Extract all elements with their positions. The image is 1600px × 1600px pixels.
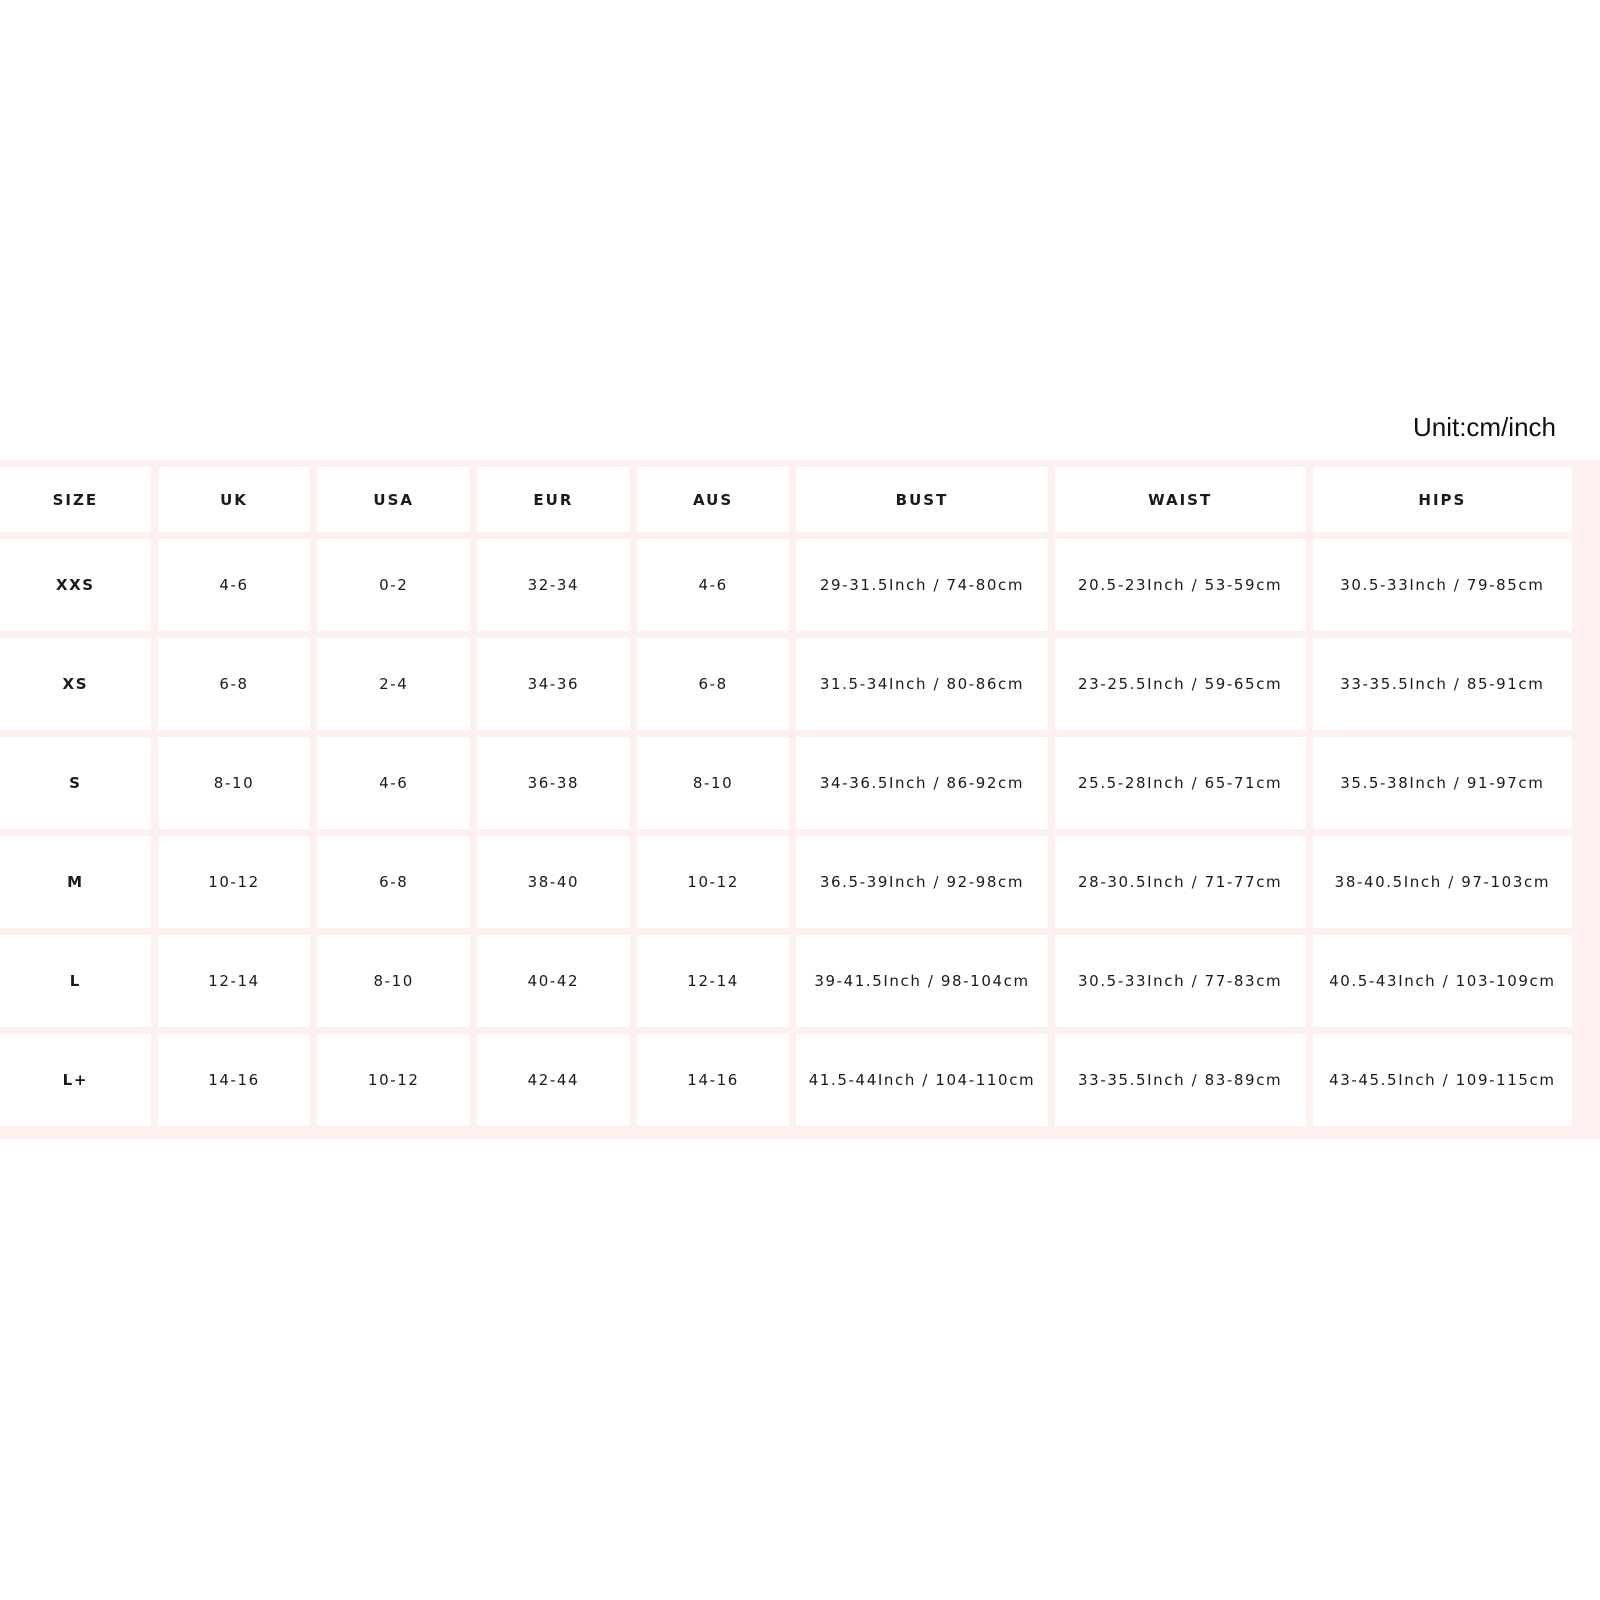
bust-cell: 41.5-44Inch / 104-110cm — [796, 1034, 1047, 1126]
unit-label: Unit:cm/inch — [1412, 412, 1556, 442]
waist-cell: 25.5-28Inch / 65-71cm — [1055, 737, 1306, 829]
hips-cell: 38-40.5Inch / 97-103cm — [1313, 836, 1572, 928]
hips-cell: 40.5-43Inch / 103-109cm — [1313, 935, 1572, 1027]
column-header-hips: HIPS — [1313, 467, 1572, 532]
size-chart-table — [0, 460, 1600, 1139]
column-header-waist: WAIST — [1055, 467, 1306, 532]
usa-cell: 2-4 — [317, 638, 470, 730]
table-row — [0, 836, 1572, 928]
aus-cell: 8-10 — [637, 737, 790, 829]
size-chart-grid — [0, 460, 1579, 1133]
column-header-usa: USA — [317, 467, 470, 532]
aus-cell: 12-14 — [637, 935, 790, 1027]
uk-cell: 4-6 — [158, 539, 311, 631]
size-cell: L — [0, 935, 151, 1027]
waist-cell: 20.5-23Inch / 53-59cm — [1055, 539, 1306, 631]
uk-cell: 6-8 — [158, 638, 311, 730]
bust-cell: 36.5-39Inch / 92-98cm — [796, 836, 1047, 928]
aus-cell: 10-12 — [637, 836, 790, 928]
hips-cell: 33-35.5Inch / 85-91cm — [1313, 638, 1572, 730]
size-cell: XXS — [0, 539, 151, 631]
hips-cell: 43-45.5Inch / 109-115cm — [1313, 1034, 1572, 1126]
eur-cell: 36-38 — [477, 737, 630, 829]
uk-cell: 14-16 — [158, 1034, 311, 1126]
usa-cell: 8-10 — [317, 935, 470, 1027]
waist-cell: 33-35.5Inch / 83-89cm — [1055, 1034, 1306, 1126]
column-header-bust: BUST — [796, 467, 1047, 532]
uk-cell: 12-14 — [158, 935, 311, 1027]
usa-cell: 10-12 — [317, 1034, 470, 1126]
aus-cell: 14-16 — [637, 1034, 790, 1126]
column-header-aus: AUS — [637, 467, 790, 532]
table-row — [0, 638, 1572, 730]
column-header-uk: UK — [158, 467, 311, 532]
hips-cell: 35.5-38Inch / 91-97cm — [1313, 737, 1572, 829]
eur-cell: 34-36 — [477, 638, 630, 730]
bust-cell: 39-41.5Inch / 98-104cm — [796, 935, 1047, 1027]
bust-cell: 29-31.5Inch / 74-80cm — [796, 539, 1047, 631]
size-cell: L+ — [0, 1034, 151, 1126]
table-row — [0, 935, 1572, 1027]
waist-cell: 23-25.5Inch / 59-65cm — [1055, 638, 1306, 730]
size-cell: M — [0, 836, 151, 928]
usa-cell: 0-2 — [317, 539, 470, 631]
uk-cell: 10-12 — [158, 836, 311, 928]
column-header-size: SIZE — [0, 467, 151, 532]
eur-cell: 38-40 — [477, 836, 630, 928]
waist-cell: 30.5-33Inch / 77-83cm — [1055, 935, 1306, 1027]
size-cell: S — [0, 737, 151, 829]
eur-cell: 42-44 — [477, 1034, 630, 1126]
header-row — [0, 467, 1572, 532]
table-row — [0, 737, 1572, 829]
table-row — [0, 1034, 1572, 1126]
column-header-eur: EUR — [477, 467, 630, 532]
uk-cell: 8-10 — [158, 737, 311, 829]
usa-cell: 6-8 — [317, 836, 470, 928]
usa-cell: 4-6 — [317, 737, 470, 829]
bust-cell: 31.5-34Inch / 80-86cm — [796, 638, 1047, 730]
bust-cell: 34-36.5Inch / 86-92cm — [796, 737, 1047, 829]
aus-cell: 4-6 — [637, 539, 790, 631]
size-cell: XS — [0, 638, 151, 730]
waist-cell: 28-30.5Inch / 71-77cm — [1055, 836, 1306, 928]
aus-cell: 6-8 — [637, 638, 790, 730]
hips-cell: 30.5-33Inch / 79-85cm — [1313, 539, 1572, 631]
eur-cell: 40-42 — [477, 935, 630, 1027]
table-row — [0, 539, 1572, 631]
eur-cell: 32-34 — [477, 539, 630, 631]
